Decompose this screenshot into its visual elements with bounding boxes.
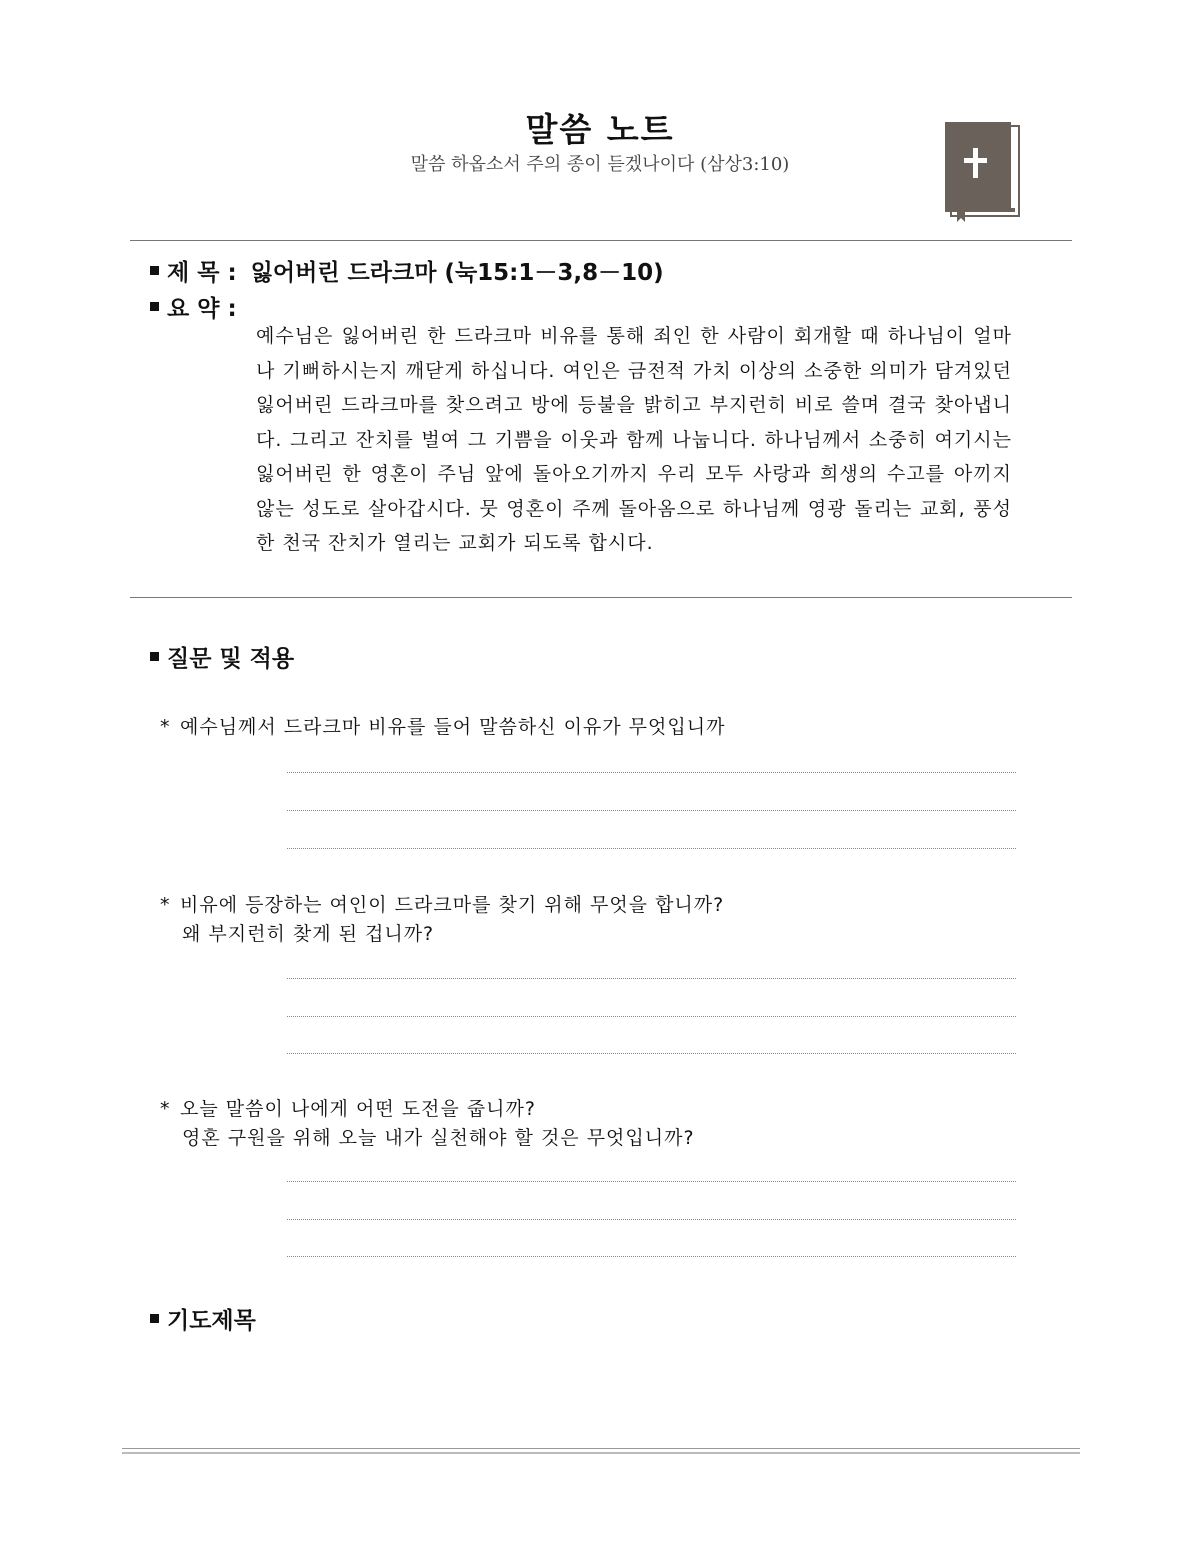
summary-label: 요 약 : (167, 296, 237, 322)
bible-icon (943, 122, 1021, 224)
answer-line[interactable] (287, 978, 1016, 979)
question-text-line2: 영혼 구원을 위해 오늘 내가 실천해야 할 것은 무엇입니까? (182, 1127, 695, 1149)
answer-line[interactable] (287, 1053, 1016, 1054)
answer-line[interactable] (287, 848, 1016, 849)
page-title: 말씀 노트 (525, 110, 675, 149)
star-icon: * (160, 894, 171, 916)
answer-line[interactable] (287, 772, 1016, 773)
prayer-heading (150, 1302, 256, 1335)
square-bullet-icon (150, 652, 159, 661)
star-icon: * (160, 1098, 171, 1120)
summary-label-row (150, 290, 237, 323)
square-bullet-icon (150, 302, 159, 311)
summary-text: 예수님은 잃어버린 한 드라크마 비유를 통해 죄인 한 사람이 회개할 때 하나님이 얼마나 기뻐하시는지 깨닫게 하십니다. 여인은 금전적 가치 이상의 소중한 의미가 담겨있던 잃어버린 드라크마를 찾으려고 방에 등불을 밝히고 부지런히 비로 쓸며 결국 찾아냅니다. 그리고 잔치를 벌여 그 기쁨을 이웃과 함께 나눕니다. 하나님께서 소중히 여기시는 잃어버린 한 영혼이 주님 앞에 돌아오기까지 우리 모두 사랑과 희생의 수고를 아끼지 않는 성도로 살아갑시다. 뭇 영혼이 주께 돌아옴으로 하나님께 영광 돌리는 교회, 풍성한 천국 잔치가 열리는 교회가 되도록 합시다. (256, 325, 1012, 554)
question-text: 예수님께서 드라크마 비유를 들어 말씀하신 이유가 무엇입니까 (180, 716, 726, 738)
question-2 (160, 891, 724, 949)
square-bullet-icon (150, 266, 159, 275)
title-label: 제 목 : (167, 260, 237, 286)
answer-line[interactable] (287, 1219, 1016, 1220)
star-icon: * (160, 716, 171, 738)
square-bullet-icon (150, 1314, 159, 1323)
top-divider (130, 240, 1072, 241)
answer-line[interactable] (287, 1256, 1016, 1257)
question-1 (160, 713, 725, 742)
page-subtitle: 말씀 하옵소서 주의 종이 듣겠나이다 (삼상3:10) (410, 154, 790, 175)
question-text-line2: 왜 부지런히 찾게 된 겁니까? (182, 923, 435, 945)
question-3 (160, 1095, 695, 1153)
questions-heading (150, 640, 294, 673)
summary-divider (130, 597, 1072, 598)
footer-rule (122, 1448, 1080, 1454)
question-text: 오늘 말씀이 나에게 어떤 도전을 줍니까? (180, 1098, 536, 1120)
sermon-title (150, 254, 664, 287)
answer-line[interactable] (287, 810, 1016, 811)
prayer-heading-text: 기도제목 (167, 1308, 256, 1334)
answer-line[interactable] (287, 1016, 1016, 1017)
answer-line[interactable] (287, 1181, 1016, 1182)
title-value: 잃어버린 드라크마 (눅15:1－3,8－10) (250, 260, 664, 286)
question-text: 비유에 등장하는 여인이 드라크마를 찾기 위해 무엇을 합니까? (180, 894, 725, 916)
questions-heading-text: 질문 및 적용 (167, 646, 295, 672)
